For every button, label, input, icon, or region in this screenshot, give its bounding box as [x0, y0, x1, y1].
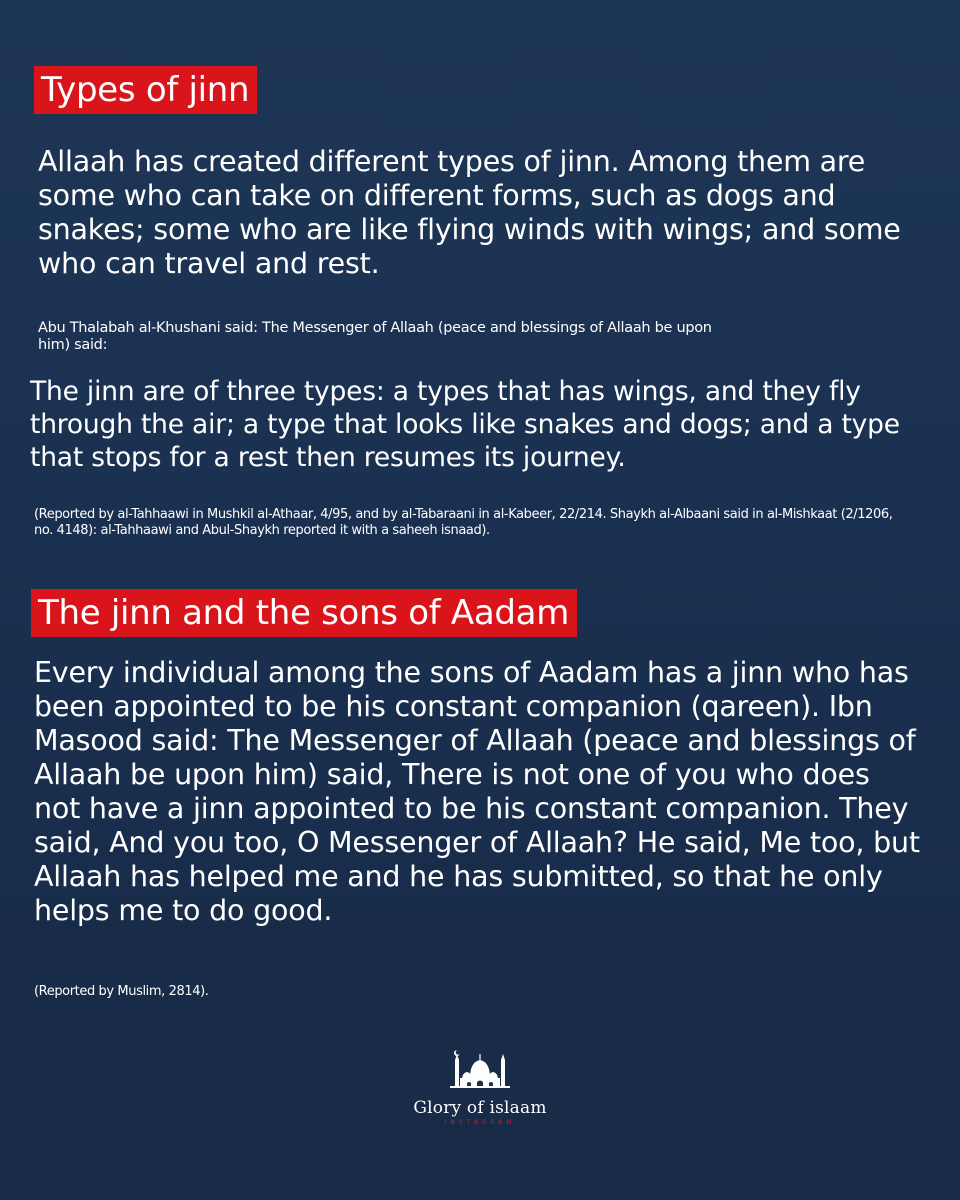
- logo-name: Glory of islaam: [413, 1098, 547, 1118]
- glory-of-islaam-logo: [390, 1048, 570, 1138]
- qareen-paragraph: Every individual among the sons of Aadam has a jinn who has been appointed to be his constant companion (qareen). Ibn Masood said: The Messenger of Allaah (peace and blessings of Allaah be upon him) said, There is not one of you who does not have a jinn appointed to be his constant companion. They said, And you too, O Messenger of Allaah? He said, Me too, but Allaah has helped me and he has submitted, so that he only helps me to do good.: [34, 656, 920, 927]
- hadith-reference: (Reported by al-Tahhaawi in Mushkil al-Athaar, 4/95, and by al-Tabaraani in al-Kabeer, 22/214. Shaykh al-Albaani said in al-Mishkaat (2/1206, no. 4148): al-Tahhaawi and Abul-Shaykh reported it with a saheeh isnaad).: [34, 507, 893, 538]
- narrator-text: Abu Thalabah al-Khushani said: The Messenger of Allaah (peace and blessings of Allaah be upon him) said:: [38, 320, 712, 353]
- intro-paragraph: Allaah has created different types of jinn. Among them are some who can take on different forms, such as dogs and snakes; some who are like flying winds with wings; and some who can travel and rest.: [38, 145, 901, 280]
- logo-subtitle: INSTAGRAM: [444, 1119, 516, 1126]
- mosque-icon: [448, 1048, 512, 1094]
- hadith-quote: The jinn are of three types: a types that has wings, and they fly through the air; a type that looks like snakes and dogs; and a type that stops for a rest then resumes its journey.: [30, 376, 900, 473]
- muslim-reference: (Reported by Muslim, 2814).: [34, 984, 209, 999]
- section-heading-jinn-and-sons-of-aadam: The jinn and the sons of Aadam: [31, 589, 577, 637]
- section-heading-types-of-jinn: Types of jinn: [34, 66, 257, 114]
